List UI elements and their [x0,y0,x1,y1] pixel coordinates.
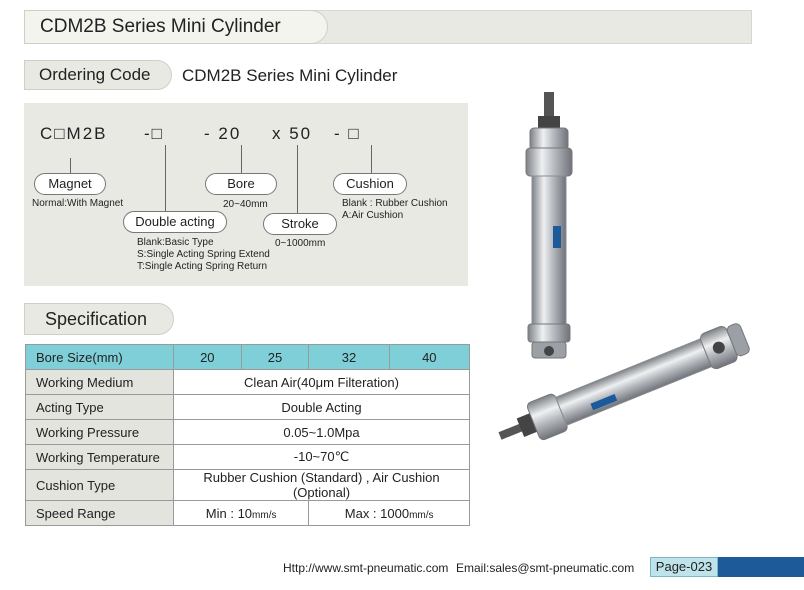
table-row [26,395,470,420]
double-acting-note: Blank:Basic Type [137,237,214,248]
connector-line [165,145,166,213]
specification-table [25,344,470,526]
cushion-note: Blank : Rubber Cushion [342,198,448,209]
bore-value: 32 [309,345,389,370]
table-row [26,420,470,445]
row-label: Acting Type [26,395,174,420]
double-acting-note: T:Single Acting Spring Return [137,261,268,272]
magnet-note: Normal:With Magnet [32,198,124,209]
table-row [26,501,470,526]
connector-line [241,145,242,173]
speed-max-value: Max : 1000 [344,505,410,521]
bore-size-label: Bore Size(mm) [26,345,174,370]
connector-line [371,145,372,173]
ordering-code-heading: Ordering Code [24,60,172,90]
code-part-model: C□M2B [40,124,108,143]
bore-value: 25 [241,345,309,370]
speed-unit: mm/s [409,509,434,521]
bore-tag: Bore [205,173,277,195]
website-link[interactable]: Http://www.smt-pneumatic.com [283,561,449,575]
code-part-stroke: x 50 [272,124,313,143]
speed-unit: mm/s [252,509,277,521]
bore-value: 20 [174,345,242,370]
row-value: -10~70℃ [174,445,470,470]
double-acting-note: S:Single Acting Spring Extend [137,249,270,260]
code-part-bore: - 20 [204,124,242,143]
table-row [26,445,470,470]
row-label: Cushion Type [26,470,174,501]
email-link[interactable]: Email:sales@smt-pneumatic.com [456,561,635,575]
table-row [26,370,470,395]
row-label: Working Temperature [26,445,174,470]
code-part-magnet: -□ [144,124,164,143]
connector-line [297,145,298,213]
stroke-note: 0~1000mm [275,238,326,249]
vertical-cylinder [526,92,572,358]
speed-min-value: Min : 10 [205,505,253,521]
table-row [26,470,470,501]
connector-line [70,158,71,173]
cushion-tag: Cushion [333,173,407,195]
row-label: Speed Range [26,501,174,526]
code-part-cushion: - □ [334,124,361,143]
double-acting-tag: Double acting [123,211,227,233]
row-label: Working Pressure [26,420,174,445]
cushion-note: A:Air Cushion [342,210,404,221]
row-value: Double Acting [174,395,470,420]
magnet-tag: Magnet [34,173,106,195]
row-value: Rubber Cushion (Standard) , Air Cushion (Optional) [174,470,470,501]
stroke-tag: Stroke [263,213,337,235]
specification-heading: Specification [24,303,174,335]
speed-max [309,501,470,526]
page-number: Page-023 [650,557,718,577]
row-value: Clean Air(40μm Filteration) [174,370,470,395]
speed-min [174,501,309,526]
bore-value: 40 [389,345,469,370]
page-title: CDM2B Series Mini Cylinder [24,10,328,44]
ordering-code-title: CDM2B Series Mini Cylinder [182,66,398,85]
row-value: 0.05~1.0Mpa [174,420,470,445]
bore-note: 20~40mm [223,199,268,210]
table-row [26,345,470,370]
cylinder-product-image [480,86,750,456]
row-label: Working Medium [26,370,174,395]
